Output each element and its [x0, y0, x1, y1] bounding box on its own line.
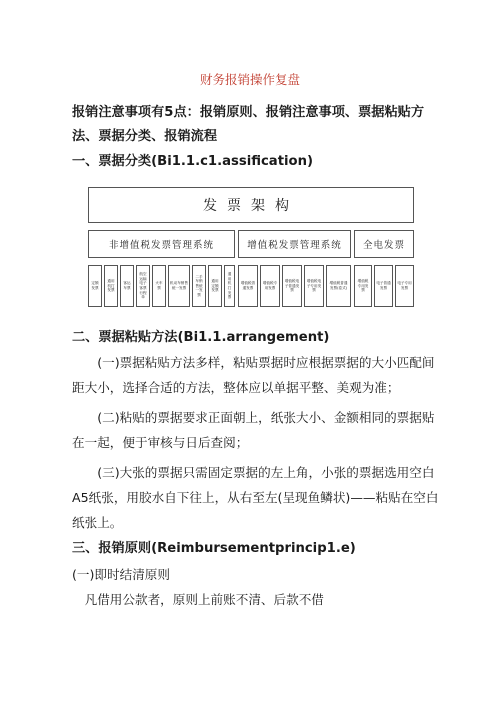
section-1-heading: 一、票据分类(Bi1.1.c1.assification) [72, 154, 314, 169]
diagram-category-non-vat: 非增值税发票管理系统 [88, 230, 235, 258]
diagram-category-vat: 增值税发票管理系统 [238, 230, 351, 258]
diagram-leaf-box: 通用机打发票 [104, 265, 118, 307]
diagram-leaf-box: 电子专用发票 [395, 265, 414, 307]
section-3-sub-heading: (一)即时结清原则 [72, 567, 170, 582]
diagram-leaf-box: 增值税专用发票 [260, 265, 280, 307]
section-2-heading: 二、票据粘贴方法(Bi1.1.arrangement) [72, 330, 330, 345]
document-title: 财务报销操作复盘 [199, 72, 300, 87]
diagram-leaf-box: 增值税普通发票(卷式) [326, 265, 351, 307]
diagram-leaf-box: 客运车票 [120, 265, 134, 307]
diagram-leaf-box: 航空运输电子客票行程单 [136, 265, 150, 307]
diagram-leaf-box: 机动车销售统一发票 [168, 265, 190, 307]
diagram-leaf-box: 通用定额发票 [208, 265, 222, 307]
diagram-leaf-box: 增值税电子专用发票 [304, 265, 324, 307]
diagram-leaf-box: 火车票 [152, 265, 166, 307]
diagram-leaf-box: 增值税电子普通发票 [282, 265, 302, 307]
section-3-heading: 三、报销原则(Reimbursementprincip1.e) [72, 541, 356, 556]
section-2-paragraph-1: (一)票据粘贴方法多样，粘贴票据时应根据票据的大小匹配间距大小，选择合适的方法，整体应以单据平整、美观为准； [72, 355, 435, 395]
diagram-root-box: 发票架构 [88, 187, 414, 223]
diagram-category-digital: 全电发票 [354, 230, 414, 258]
section-2-paragraph-2: (二)粘贴的票据要求正面朝上，纸张大小、金额相同的票据贴在一起，便于审核与日后查阅； [72, 410, 435, 450]
diagram-leaf-box: 电子普通发票 [374, 265, 393, 307]
diagram-leaf-box: 增值税普通发票 [238, 265, 258, 307]
diagram-leaf-box: 定额发票 [88, 265, 102, 307]
diagram-leaf-box: 二手车销售统一发票 [192, 265, 206, 307]
section-3-text: 凡借用公款者，原则上前账不清、后款不借 [84, 592, 324, 607]
diagram-leaf-box: 增值税专用发票 [354, 265, 372, 307]
diagram-leaf-box: 通用机打发票 [224, 265, 235, 307]
section-2-paragraph-3: (三)大张的票据只需固定票据的左上角，小张的票据选用空白A5纸张，用胶水自下往上，从右至左(呈现鱼鳞状)——粘贴在空白纸张上。 [72, 465, 439, 530]
intro-paragraph: 报销注意事项有5点：报销原则、报销注意事项、票据粘贴方法、票据分类、报销流程 [72, 105, 425, 144]
invoice-structure-diagram [88, 187, 414, 308]
